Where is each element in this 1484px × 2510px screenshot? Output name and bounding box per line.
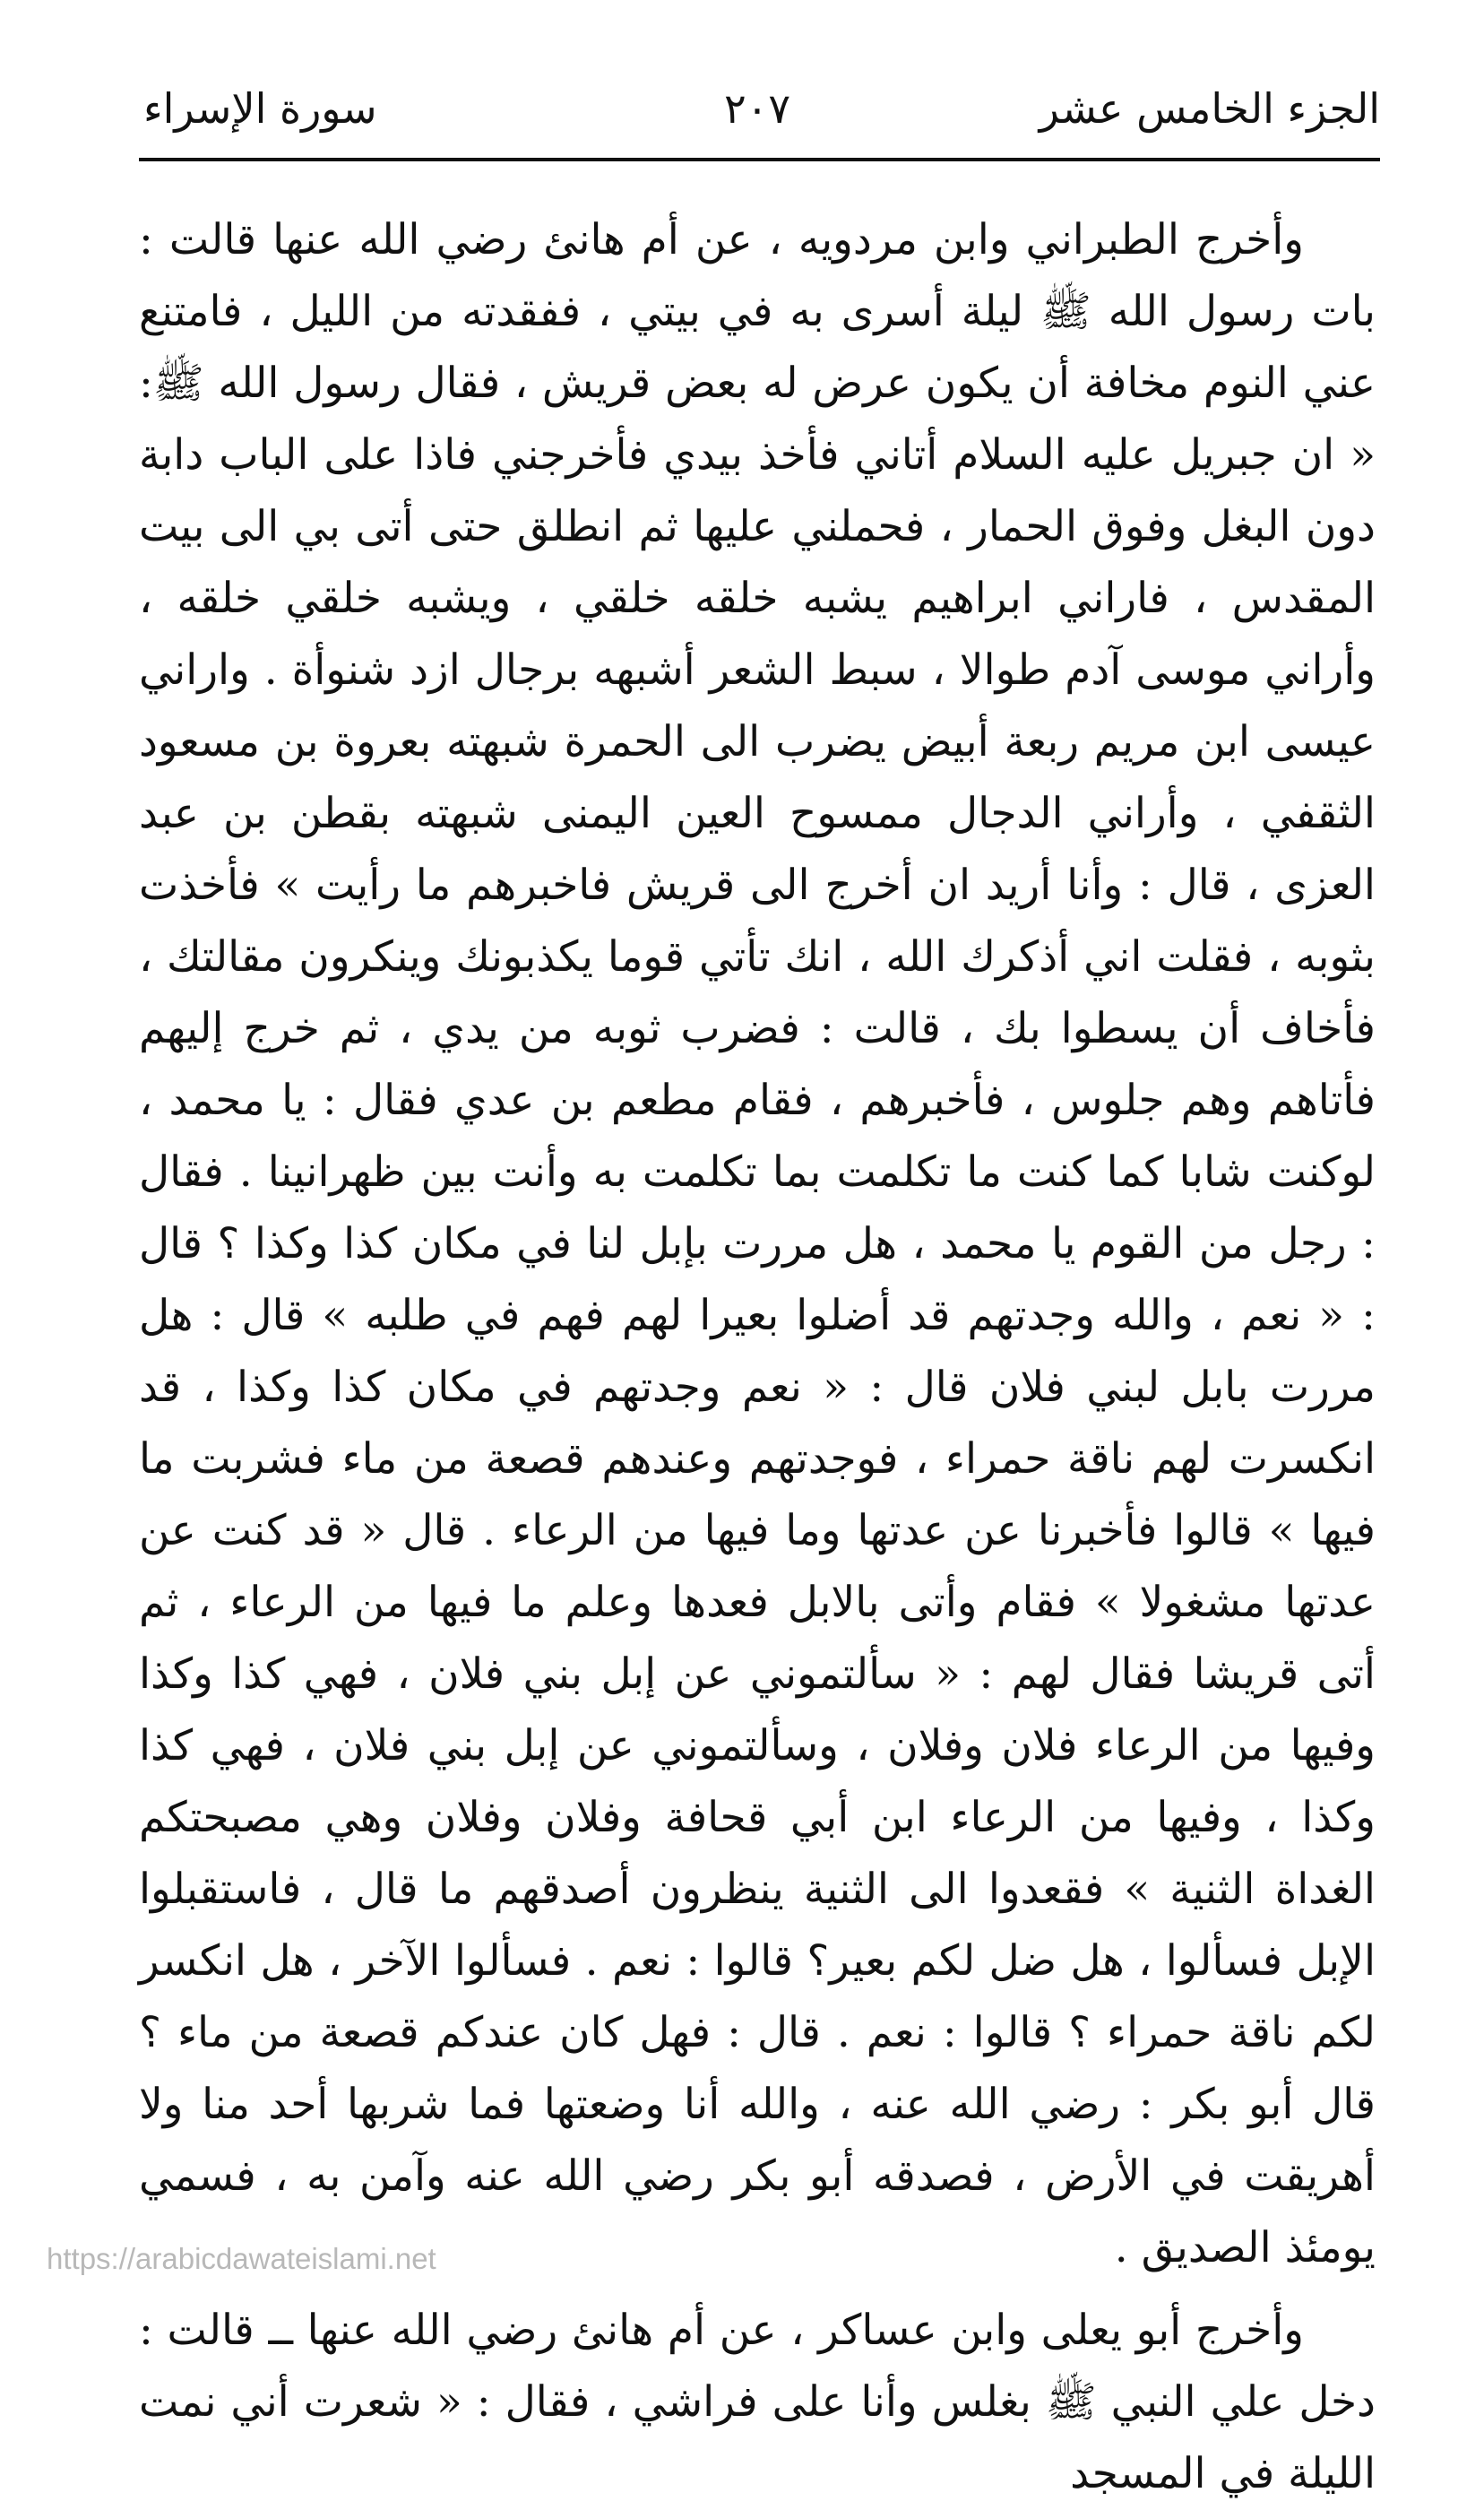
paragraph-1: وأخرج الطبراني وابن مردويه ، عن أم هانئ رضي الله عنها قالت : بات رسول الله ﷺ ليلة أسرى به في بيتي ، ففقدته من الليل ، فامتنع عني النوم مخافة أن يكون عرض له بعض قريش ، فقال رسول الله ﷺ: « ان جبريل عليه السلام أتاني فأخذ بيدي فأخرجني فاذا على الباب دابة دون البغل وفوق الحمار ، فحملني عليها ثم انطلق حتى أتى بي الى بيت المقدس ، فاراني ابراهيم يشبه خلقه خلقي ، ويشبه خلقي خلقه ، وأراني موسى آدم طوالا ، سبط الشعر أشبهه برجال ازد شنوأة . واراني عيسى ابن مريم ربعة أبيض يضرب الى الحمرة شبهته بعروة بن مسعود الثقفي ، وأراني الدجال ممسوح العين اليمنى شبهته بقطن بن عبد العزى ، قال : وأنا أريد ان أخرج الى قريش فاخبرهم ما رأيت » فأخذت بثوبه ، فقلت اني أذكرك الله ، انك تأتي قوما يكذبونك وينكرون مقالتك ، فأخاف أن يسطوا بك ، قالت : فضرب ثوبه من يدي ، ثم خرج إليهم فأتاهم وهم جلوس ، فأخبرهم ، فقام مطعم بن عدي فقال : يا محمد ، لوكنت شابا كما كنت ما تكلمت بما تكلمت به وأنت بين ظهرانينا . فقال : رجل من القوم يا محمد ، هل مررت بإبل لنا في مكان كذا وكذا ؟ قال : « نعم ، والله وجدتهم قد أضلوا بعيرا لهم فهم في طلبه » قال : هل مررت بابل لبني فلان قال : « نعم وجدتهم في مكان كذا وكذا ، قد انكسرت لهم ناقة حمراء ، فوجدتهم وعندهم قصعة من ماء فشربت ما فيها » قالوا فأخبرنا عن عدتها وما فيها من الرعاء . قال « قد كنت عن عدتها مشغولا » فقام وأتى بالابل فعدها وعلم ما فيها من الرعاء ، ثم أتى قريشا فقال لهم : « سألتموني عن إبل بني فلان ، فهي كذا وكذا وفيها من الرعاء فلان وفلان ، وسألتموني عن إبل بني فلان ، فهي كذا وكذا ، وفيها من الرعاء ابن أبي قحافة وفلان وفلان وهي مصبحتكم الغداة الثنية » فقعدوا الى الثنية ينظرون أصدقهم ما قال ، فاستقبلوا الإبل فسألوا ، هل ضل لكم بعير؟ قالوا : نعم . فسألوا الآخر ، هل انكسر لكم ناقة حمراء ؟ قالوا : نعم . قال : فهل كان عندكم قصعة من ماء ؟ قال أبو بكر : رضي الله عنه ، والله أنا وضعتها فما شربها أحد منا ولا أهريقت في الأرض ، فصدقه أبو بكر رضي الله عنه وآمن به ، فسمي يومئذ الصديق . <box>139 215 1376 2272</box>
header-divider <box>139 158 1380 161</box>
surah-title: سورة الإسراء <box>143 84 377 133</box>
page-header <box>134 77 1380 140</box>
part-title: الجزء الخامس عشر <box>1039 84 1380 133</box>
paragraph-2: وأخرج أبو يعلى وابن عساكر ، عن أم هانئ رضي الله عنها ــ قالت : دخل علي النبي ﷺ بغلس وأنا على فراشي ، فقال : « شعرت أني نمت الليلة في المسجد <box>139 2306 1376 2498</box>
watermark-url: https://arabicdawateislami.net <box>47 2242 436 2275</box>
body-text <box>139 204 1376 2510</box>
page-number: ٢٠٧ <box>723 84 791 133</box>
